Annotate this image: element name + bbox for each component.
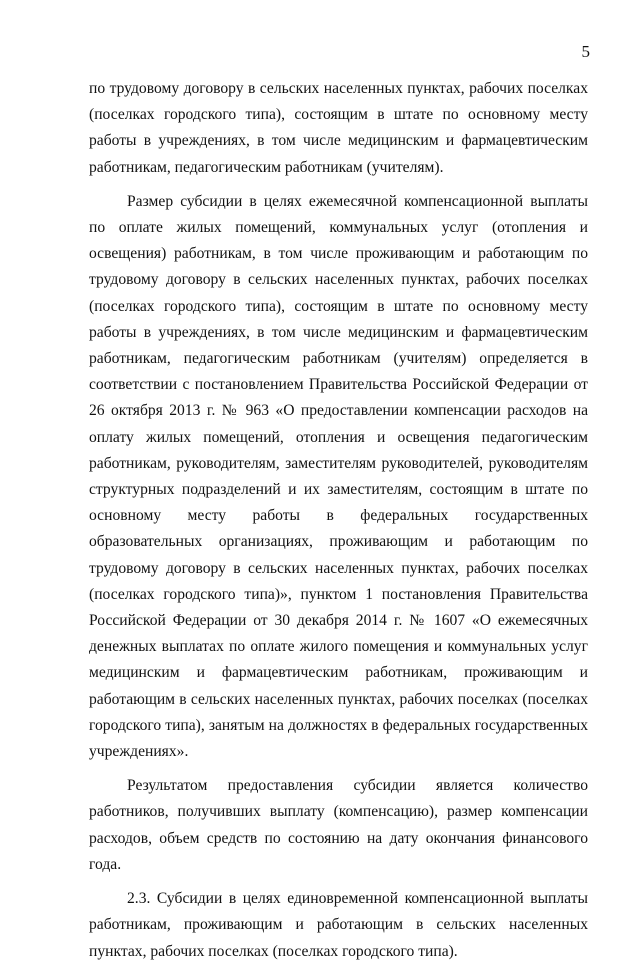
paragraph-subsidy-size: Размер субсидии в целях ежемесячной компенсационной выплаты по оплате жилых помещений, коммунальных услуг (отопления и освещения) работникам, в том числе проживающим и работающим по трудовому договору в сельских населенных пунктах, рабочих поселках (поселках городского типа), состоящим в штате по основному месту работы в учреждениях, в том числе медицинским и фармацевтическим работникам, педагогическим работникам (учителям) определяется в соответствии с постановлением Правительства Российской Федерации от 26 октября 2013 г. № 963 «О предоставлении компенсации расходов на оплату жилых помещений, отопления и освещения педагогическим работникам, руководителям, заместителям руководителей, руководителям структурных подразделений и их заместителям, состоящим в штате по основному месту работы в федеральных государственных образовательных организациях, проживающим и работающим по трудовому договору в сельских населенных пунктах, рабочих поселках (поселках городского типа)», пунктом 1 постановления Правительства Российской Федерации от 30 декабря 2014 г. № 1607 «О ежемесячных денежных выплатах по оплате жилого помещения и коммунальных услуг медицинским и фармацевтическим работникам, проживающим и работающим в сельских населенных пунктах, рабочих поселках (поселках городского типа), занятым на должностях в федеральных государственных учреждениях». [89,192,588,761]
page-number: 5 [581,42,590,61]
paragraph-result: Результатом предоставления субсидии является количество работников, получивших выплату (компенсацию), размер компенсации расходов, объем средств по состоянию на дату окончания финансового года. [89,777,588,873]
paragraph-continuation: по трудовому договору в сельских населенных пунктах, рабочих поселках (поселках городского типа), состоящим в штате по основному месту работы в учреждениях, в том числе медицинским и фармацевтическим работникам, педагогическим работникам (учителям). [89,80,588,176]
paragraph-section-2-3: 2.3. Субсидии в целях единовременной компенсационной выплаты работникам, проживающим и работающим в сельских населенных пунктах, рабочих поселках (поселках городского типа). [89,890,588,960]
document-body [89,76,588,973]
